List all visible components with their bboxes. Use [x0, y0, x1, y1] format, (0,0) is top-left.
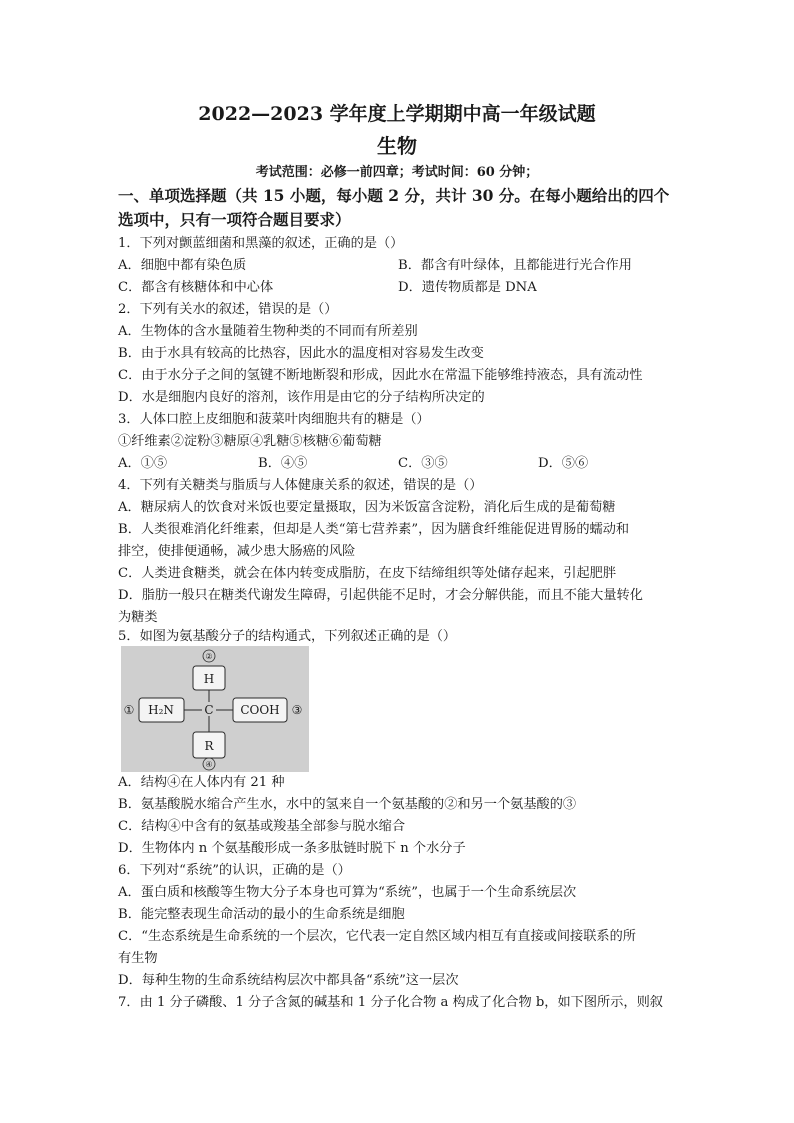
label4-text: ④ — [205, 760, 213, 769]
q1-option-b: B．都含有叶绿体，且都能进行光合作用 — [398, 258, 632, 273]
q4-option-d-line1: D．脂肪一般只在糖类代谢发生障碍，引起供能不足时，才会分解供能，而且不能大量转化 — [118, 588, 643, 603]
q2-stem: 2．下列有关水的叙述，错误的是（） — [118, 302, 338, 317]
q5-option-a: A．结构④在人体内有 21 种 — [118, 775, 285, 790]
q6-stem: 6．下列对“系统”的认识，正确的是（） — [118, 863, 351, 878]
q4-stem: 4．下列有关糖类与脂质与人体健康关系的叙述，错误的是（） — [118, 478, 483, 493]
q4-option-d-line2: 为糖类 — [118, 610, 158, 625]
q5-option-c: C．结构④中含有的氨基或羧基全部参与脱水缩合 — [118, 819, 406, 834]
section-heading-line1: 一、单项选择题（共 15 小题，每小题 2 分，共计 30 分。在每小题给出的四个 — [118, 186, 670, 205]
q6-option-c-line2: 有生物 — [118, 951, 158, 966]
q3-stem: 3．人体口腔上皮细胞和菠菜叶肉细胞共有的糖是（） — [118, 412, 430, 427]
q2-option-b: B．由于水具有较高的比热容，因此水的温度相对容易发生改变 — [118, 346, 484, 361]
q3-option-a: A．①⑤ — [118, 456, 168, 471]
q5-stem: 5．如图为氨基酸分子的结构通式，下列叙述正确的是（） — [118, 629, 457, 644]
q1-stem: 1．下列对颤蓝细菌和黑藻的叙述，正确的是（） — [118, 236, 404, 251]
q7-stem: 7．由 1 分子磷酸、1 分子含氮的碱基和 1 分子化合物 a 构成了化合物 b，如下图所示，则叙 — [118, 995, 663, 1010]
q6-option-d: D．每种生物的生命系统结构层次中都具备“系统”这一层次 — [118, 973, 459, 988]
q3-option-c: C．③⑤ — [398, 456, 448, 471]
amino-acid-structure-figure — [121, 646, 309, 772]
q5-option-b: B．氨基酸脱水缩合产生水，水中的氢来自一个氨基酸的②和另一个氨基酸的③ — [118, 797, 577, 812]
group-carboxyl-text: COOH — [240, 703, 280, 717]
subject-title: 生物 — [377, 134, 417, 158]
q4-option-a: A．糖尿病人的饮食对米饭也要定量摄取，因为米饭富含淀粉，消化后生成的是葡萄糖 — [118, 500, 616, 515]
q4-option-b-line1: B．人类很难消化纤维素，但却是人类“第七营养素”，因为膳食纤维能促进胃肠的蠕动和 — [118, 522, 630, 537]
q5-option-d: D．生物体内 n 个氨基酸形成一条多肽链时脱下 n 个水分子 — [118, 841, 466, 856]
q6-option-c-line1: C．“生态系统是生命系统的一个层次，它代表一定自然区域内相互有直接或间接联系的所 — [118, 929, 636, 944]
exam-title: 2022—2023 学年度上学期期中高一年级试题 — [198, 103, 596, 125]
q2-option-d: D．水是细胞内良好的溶剂，该作用是由它的分子结构所决定的 — [118, 390, 485, 405]
q3-option-d: D．⑤⑥ — [538, 456, 589, 471]
label1-text: ① — [123, 703, 135, 717]
q4-option-b-line2: 排空，使排便通畅，减少患大肠癌的风险 — [118, 544, 356, 559]
q6-option-a: A．蛋白质和核酸等生物大分子本身也可算为“系统”，也属于一个生命系统层次 — [118, 885, 577, 900]
q4-option-c: C．人类进食糖类，就会在体内转变成脂肪，在皮下结缔组织等处储存起来，引起肥胖 — [118, 566, 617, 581]
q2-option-c: C．由于水分子之间的氢键不断地断裂和形成，因此水在常温下能够维持液态，具有流动性 — [118, 368, 643, 383]
group-c-text: C — [204, 703, 214, 717]
group-amino-text: H₂N — [148, 703, 174, 717]
q3-items: ①纤维素②淀粉③糖原④乳糖⑤核糖⑥葡萄糖 — [118, 434, 382, 449]
q1-option-a: A．细胞中都有染色质 — [118, 258, 247, 273]
q1-option-d: D．遗传物质都是 DNA — [398, 280, 537, 295]
q6-option-b: B．能完整表现生命活动的最小的生命系统是细胞 — [118, 907, 405, 922]
label3-text: ③ — [291, 703, 303, 717]
group-r-text: R — [204, 739, 214, 753]
q3-option-b: B．④⑤ — [258, 456, 308, 471]
exam-info: 考试范围：必修一前四章；考试时间：60 分钟； — [255, 165, 539, 180]
q2-option-a: A．生物体的含水量随着生物种类的不同而有所差别 — [118, 324, 418, 339]
group-h-text: H — [203, 672, 215, 686]
section-heading-line2: 选项中，只有一项符合题目要求） — [118, 210, 351, 229]
amino-acid-diagram — [121, 646, 309, 772]
label2-text: ② — [205, 652, 213, 661]
q1-option-c: C．都含有核糖体和中心体 — [118, 280, 274, 295]
